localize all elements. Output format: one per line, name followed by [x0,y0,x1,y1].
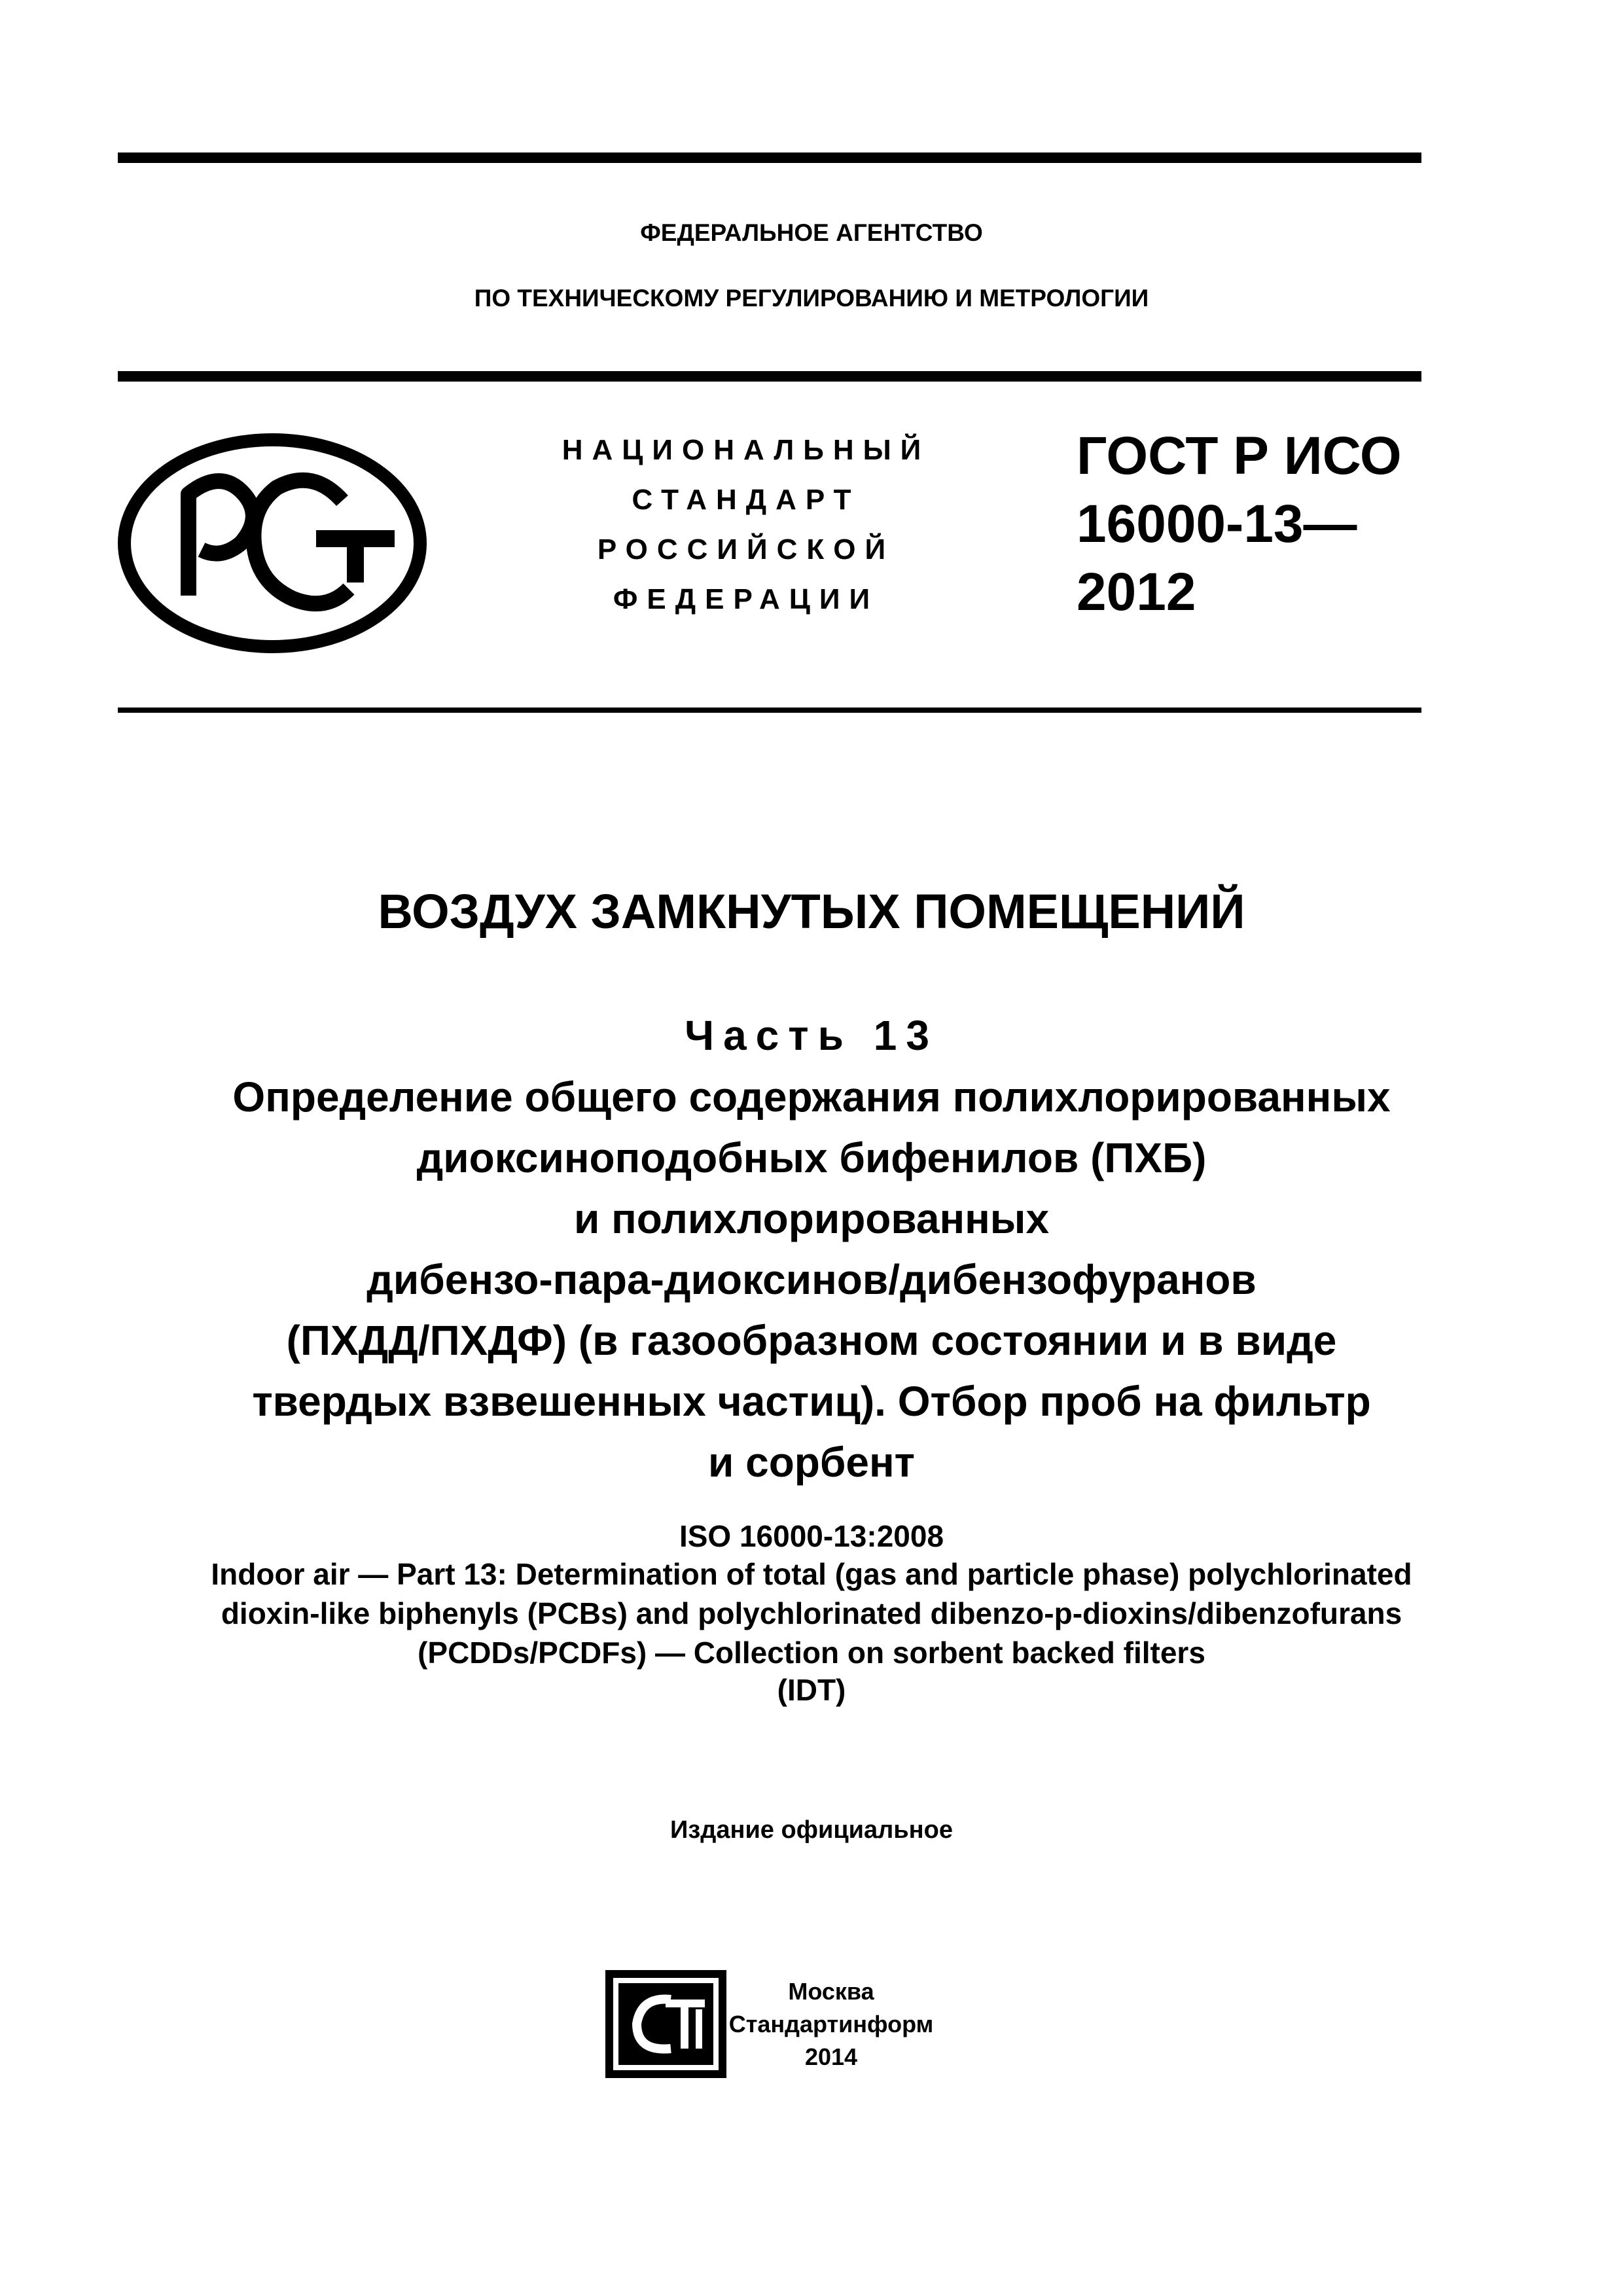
document-title: ВОЗДУХ ЗАМКНУТЫХ ПОМЕЩЕНИЙ [378,884,1245,939]
standard-designation [1077,422,1443,626]
publisher-year: 2014 [804,2043,858,2070]
rst-logo-icon [116,432,428,655]
agency-name-line1: ФЕДЕРАЛЬНОЕ АГЕНТСТВО [640,219,983,246]
publisher-name: Стандартинформ [728,2011,934,2037]
part-title-line: дибензо-пара-диоксинов/дибензофуранов [366,1256,1257,1303]
top-rule [118,152,1421,163]
national-line-1: НАЦИОНАЛЬНЫЙ [562,434,931,466]
part-label: Часть 13 [685,1012,938,1059]
designation-line-1: ГОСТ Р ИСО [1077,426,1402,486]
iso-title-line: (PCDDs/PCDFs) — Collection on sorbent backed filters [418,1636,1205,1670]
designation-line-3: 2012 [1077,562,1196,622]
part-title-line: твердых взвешенных частиц). Отбор проб на фильтр [252,1378,1371,1425]
iso-title-line: dioxin-like biphenyls (PCBs) and polychlorinated dibenzo-p-dioxins/dibenzofurans [221,1596,1402,1630]
iso-number: ISO 16000-13:2008 [679,1519,944,1553]
designation-line-2: 16000-13— [1077,494,1357,554]
edition-label: Издание официальное [670,1816,953,1844]
iso-title [98,1554,1525,1672]
part-title-line: диоксиноподобных бифенилов (ПХБ) [416,1134,1207,1181]
part-title-line: (ПХДД/ПХДФ) (в газообразном состоянии и в виде [286,1317,1337,1364]
middle-rule [118,371,1421,382]
iso-title-line: Indoor air — Part 13: Determination of total (gas and particle phase) polychlorinated [211,1557,1412,1591]
national-standard-label [524,425,969,624]
national-line-4: ФЕДЕРАЦИИ [613,583,880,615]
agency-name-line2: ПО ТЕХНИЧЕСКОМУ РЕГУЛИРОВАНИЮ И МЕТРОЛОГИИ [474,285,1149,312]
national-line-2: СТАНДАРТ [632,484,861,516]
idt-label: (IDT) [777,1673,846,1707]
part-title-line: и сорбент [707,1439,916,1486]
part-title [98,1067,1525,1493]
national-line-3: РОССИЙСКОЙ [597,533,895,565]
part-title-line: Определение общего содержания полихлорированных [232,1073,1391,1121]
lower-rule [118,708,1421,713]
publisher-block [707,1975,955,2073]
publisher-city: Москва [788,1978,874,2005]
part-title-line: и полихлорированных [573,1195,1050,1242]
